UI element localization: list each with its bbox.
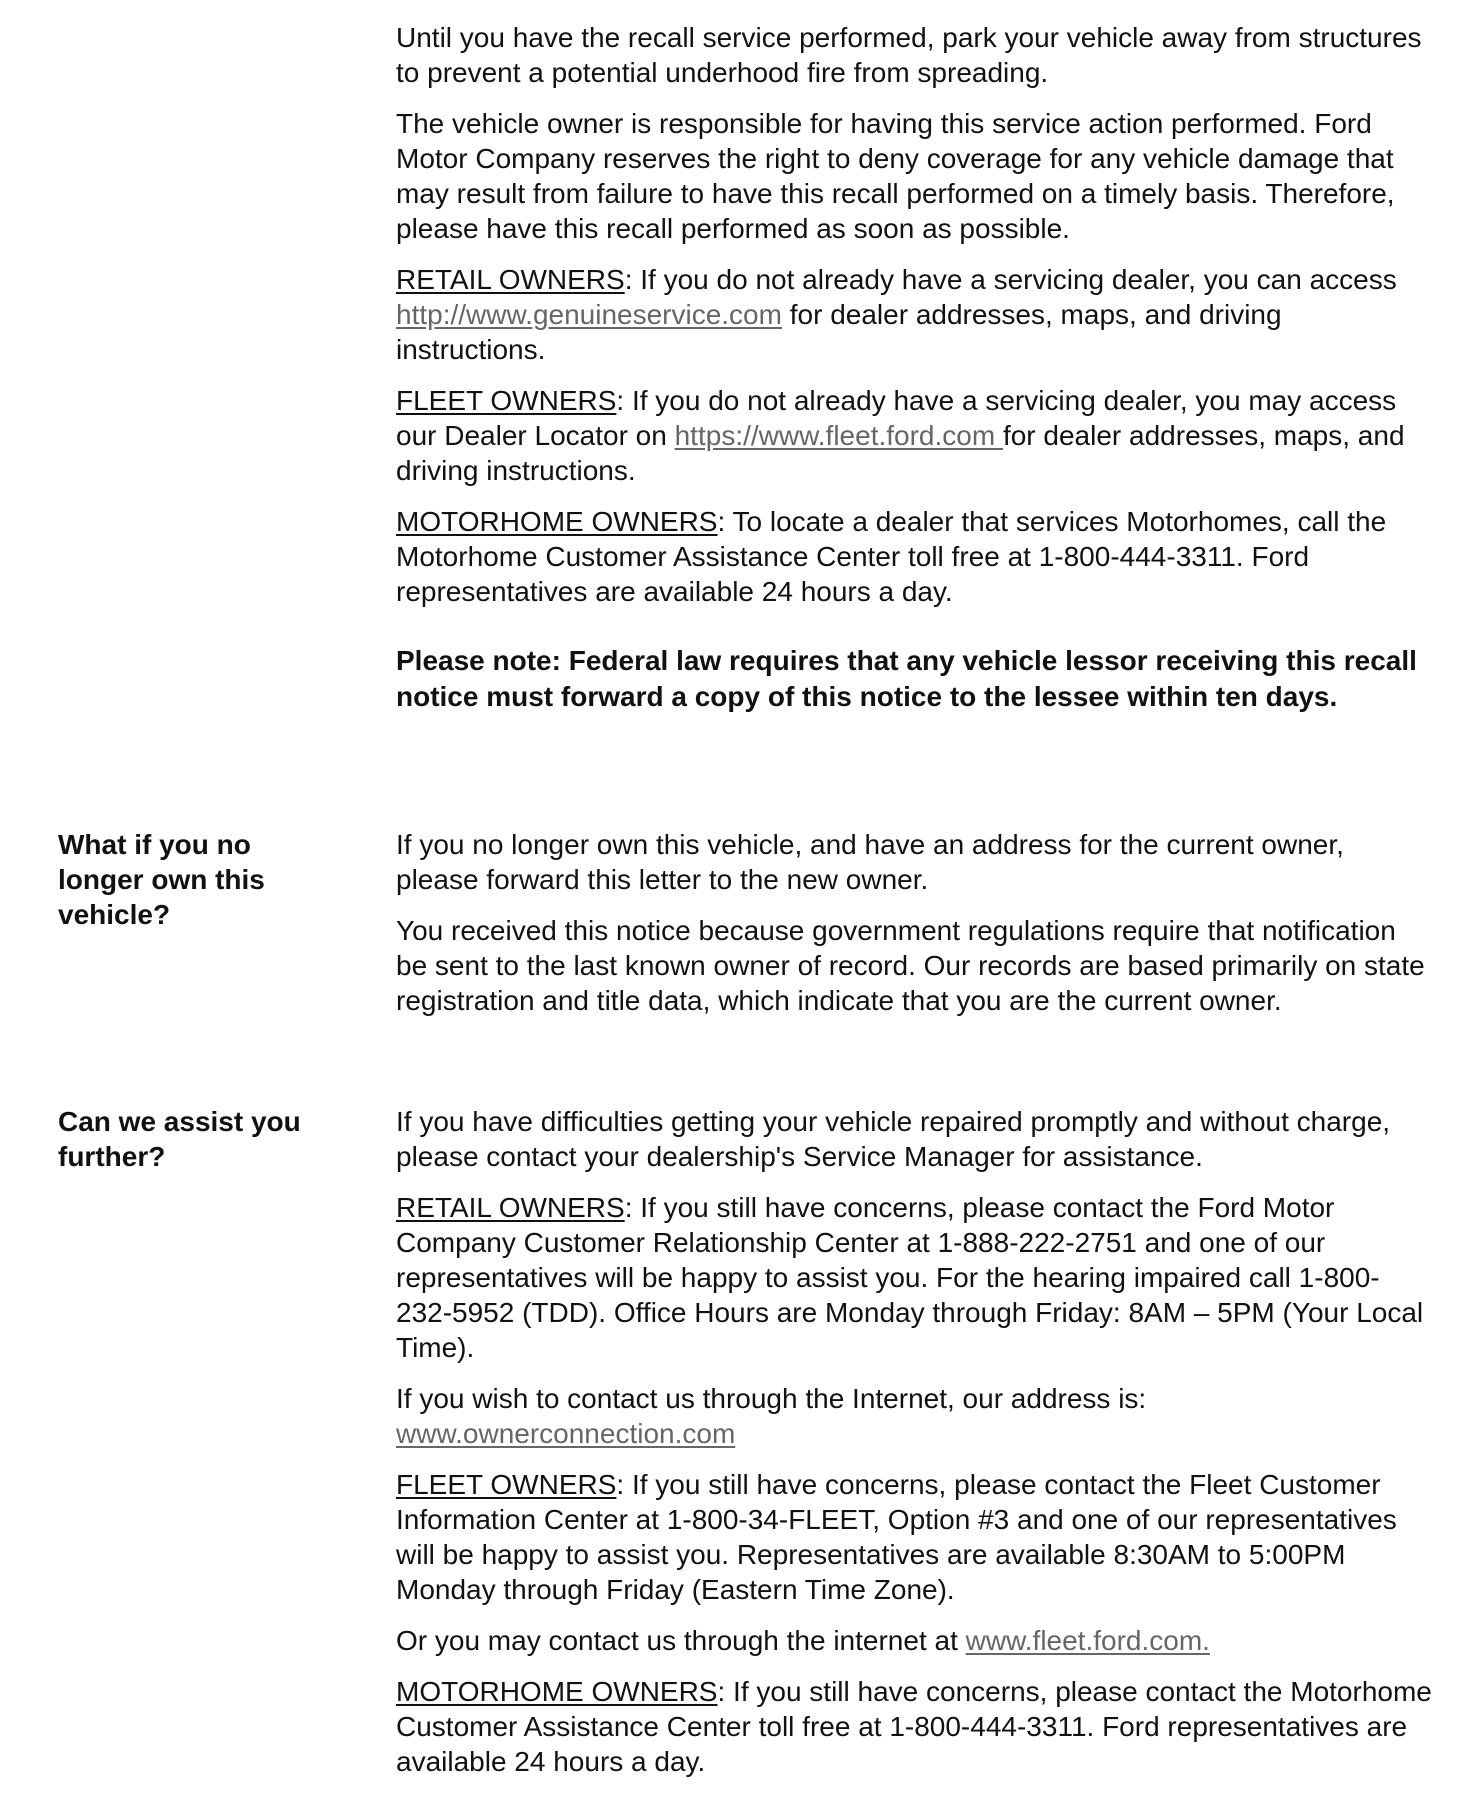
fleet-owners-text-end: for dealer addresses, maps, and driving instructions. (396, 420, 1405, 486)
fleet-owners-contact-paragraph (396, 1467, 1432, 1607)
assist-heading: Can we assist you further? (58, 1106, 301, 1172)
no-longer-own-heading: What if you no longer own this vehicle? (58, 829, 265, 930)
service-manager-paragraph: If you have difficulties getting your vehicle repaired promptly and without charge, please contact your dealership's Service Manager for assistance. (396, 1106, 1391, 1172)
federal-law-note: Please note: Federal law requires that any vehicle lessor receiving this recall notice must forward a copy of this notice to the lessee within ten days. (396, 645, 1417, 712)
intro-body (396, 20, 1432, 715)
motorhome-owners-text: : To locate a dealer that services Motorhomes, call the Motorhome Customer Assistance Center toll free at 1-800-444-3311. Ford representatives are available 24 hours a day. (396, 506, 1387, 607)
retail-owners-label: RETAIL OWNERS (396, 264, 625, 295)
retail-owners-contact-text: : If you still have concerns, please contact the Ford Motor Company Customer Relationship Center at 1-888-222-2751 and one of our representatives will be happy to assist you. For the hearing impaired call 1-800-232-5952 (TDD). Office Hours are Monday through Friday: 8AM – 5PM (Your Local Time). (396, 1192, 1424, 1363)
motorhome-owners-contact-paragraph (396, 1674, 1432, 1779)
ownerconnection-link[interactable]: www.ownerconnection.com (396, 1418, 736, 1449)
notice-reason-paragraph: You received this notice because government regulations require that notification be sent to the last known owner of record. Our records are based primarily on state registration and title data, which indicate that you are the current owner. (396, 915, 1425, 1016)
fleet-owners-label: FLEET OWNERS (396, 385, 617, 416)
assist-body (396, 1104, 1432, 1795)
motorhome-owners-label: MOTORHOME OWNERS (396, 1676, 718, 1707)
fleet-internet-paragraph (396, 1623, 1432, 1658)
retail-owners-label: RETAIL OWNERS (396, 1192, 625, 1223)
fleet-owners-contact-text: : If you still have concerns, please contact the Fleet Customer Information Center at 1-800-34-FLEET, Option #3 and one of our representatives will be happy to assist you. Representatives are available 8:30AM to 5:00PM Monday through Friday (Eastern Time Zone). (396, 1469, 1397, 1605)
fleet-internet-text: Or you may contact us through the internet at (396, 1625, 966, 1656)
retail-owners-contact-paragraph (396, 1190, 1432, 1365)
motorhome-owners-contact-text: : If you still have concerns, please contact the Motorhome Customer Assistance Center toll free at 1-800-444-3311. Ford representatives are available 24 hours a day. (396, 1676, 1432, 1777)
fleet-owners-dealer-paragraph (396, 383, 1432, 488)
internet-contact-paragraph (396, 1381, 1432, 1451)
genuineservice-link[interactable]: http://www.genuineservice.com (396, 299, 782, 330)
no-longer-own-body (396, 827, 1432, 1034)
fleet-ford-link[interactable]: https://www.fleet.ford.com (674, 420, 1003, 451)
park-away-paragraph: Until you have the recall service performed, park your vehicle away from structures to prevent a potential underhood fire from spreading. (396, 22, 1422, 88)
retail-owners-text-end: for dealer addresses, maps, and driving instructions. (396, 299, 1282, 365)
fleet-owners-text: : If you do not already have a servicing dealer, you may access our Dealer Locator on (396, 385, 1397, 451)
retail-owners-dealer-paragraph (396, 262, 1432, 367)
motorhome-owners-label: MOTORHOME OWNERS (396, 506, 718, 537)
forward-letter-paragraph: If you no longer own this vehicle, and have an address for the current owner, please forward this letter to the new owner. (396, 829, 1344, 895)
fleet-ford-website-link[interactable]: www.fleet.ford.com. (965, 1625, 1210, 1656)
internet-contact-text: If you wish to contact us through the Internet, our address is: (396, 1383, 1147, 1414)
fleet-owners-label: FLEET OWNERS (396, 1469, 617, 1500)
motorhome-owners-dealer-paragraph (396, 504, 1432, 609)
owner-responsibility-paragraph: The vehicle owner is responsible for having this service action performed. Ford Motor Company reserves the right to deny coverage for any vehicle damage that may result from failure to have this recall performed on a timely basis. Therefore, please have this recall performed as soon as possible. (396, 108, 1395, 244)
retail-owners-text: : If you do not already have a servicing dealer, you can access (624, 264, 1397, 295)
